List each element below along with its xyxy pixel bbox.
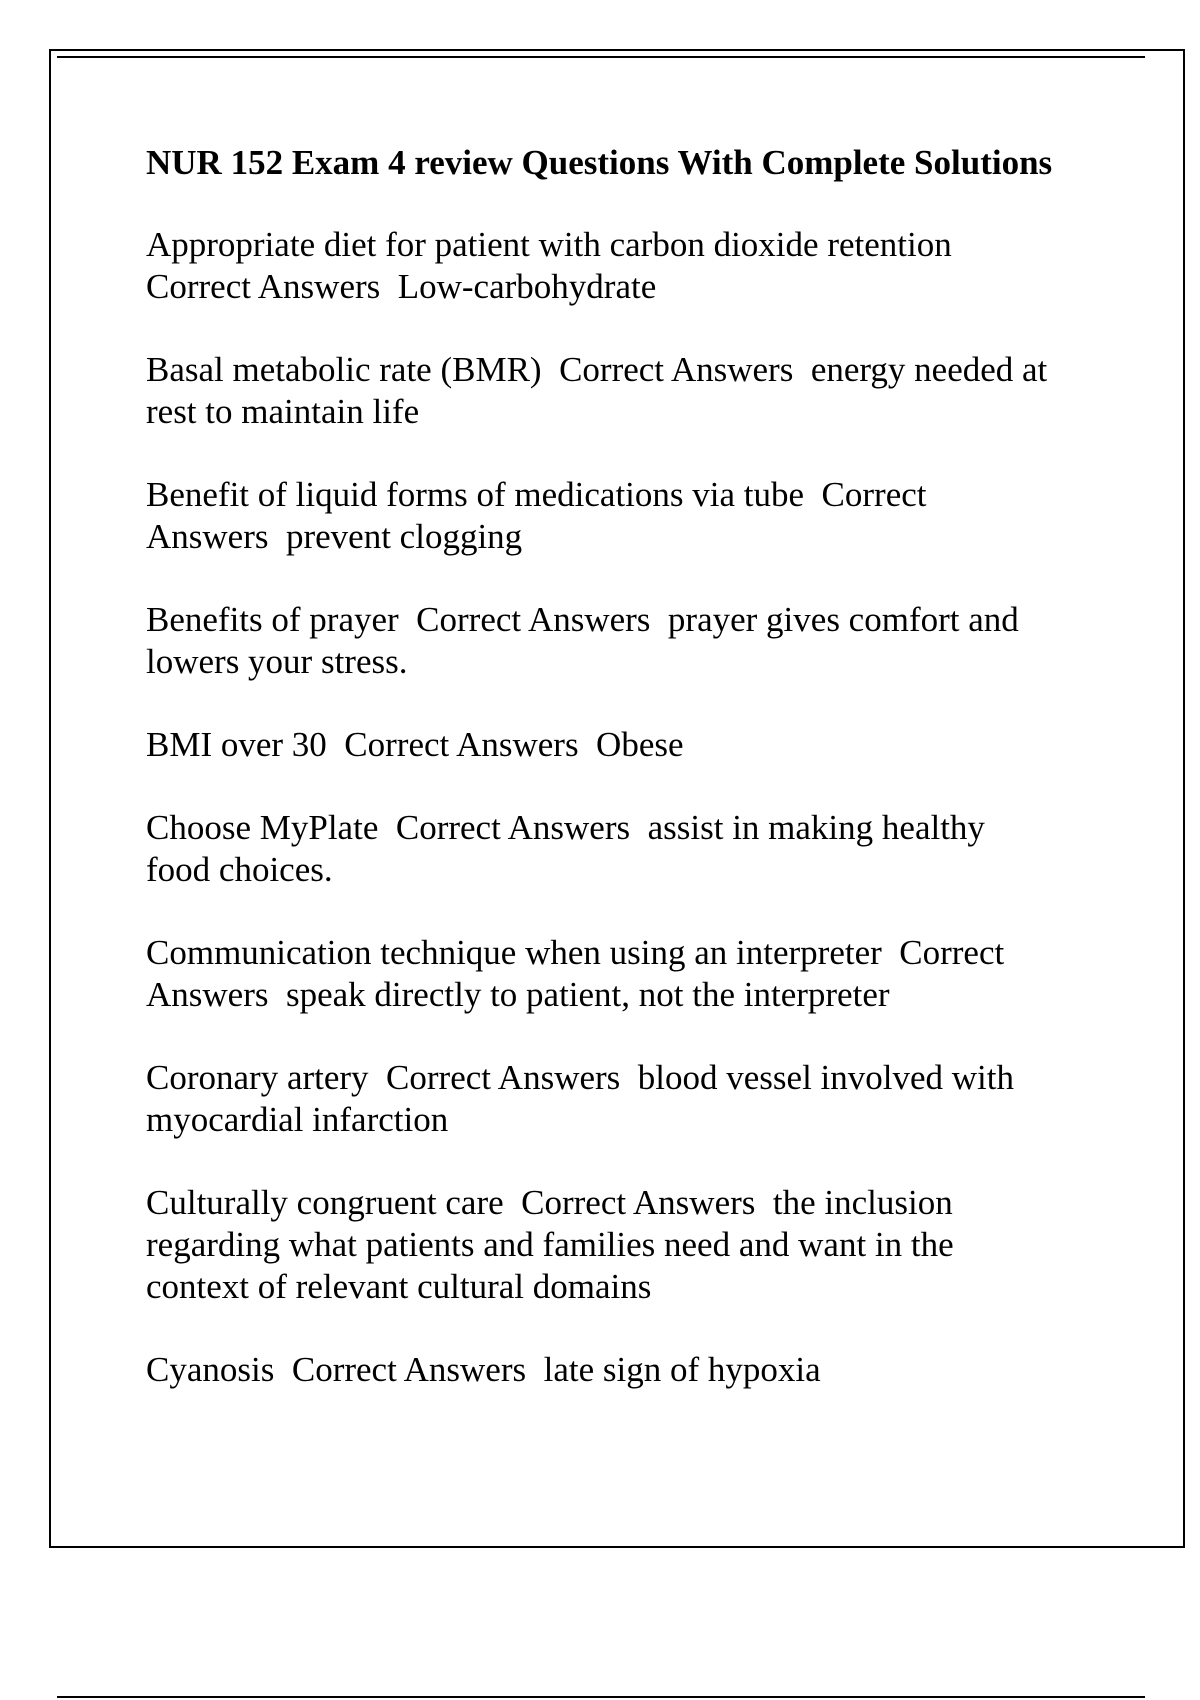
entry-line: context of relevant cultural domains — [146, 1267, 652, 1306]
qa-entry — [146, 1349, 1096, 1391]
qa-entry — [146, 349, 1096, 433]
document-body — [146, 142, 1096, 1432]
qa-entry — [146, 724, 1096, 766]
document-title: NUR 152 Exam 4 review Questions With Complete Solutions — [146, 143, 1053, 182]
entry-line: Correct Answers Low-carbohydrate — [146, 267, 657, 306]
entry-line: Answers prevent clogging — [146, 517, 523, 556]
entry-line: Appropriate diet for patient with carbon dioxide retention — [146, 225, 952, 264]
entry-line: Culturally congruent care Correct Answers the inclusion — [146, 1183, 953, 1222]
entry-line: lowers your stress. — [146, 642, 408, 681]
qa-entry — [146, 474, 1096, 558]
entry-line: regarding what patients and families need and want in the — [146, 1225, 954, 1264]
entry-line: Cyanosis Correct Answers late sign of hypoxia — [146, 1350, 821, 1389]
qa-entry — [146, 932, 1096, 1016]
qa-entry — [146, 1182, 1096, 1308]
entry-line: Answers speak directly to patient, not the interpreter — [146, 975, 890, 1014]
entry-line: Basal metabolic rate (BMR) Correct Answers energy needed at — [146, 350, 1048, 389]
entry-line: Coronary artery Correct Answers blood vessel involved with — [146, 1058, 1015, 1097]
entry-line: rest to maintain life — [146, 392, 420, 431]
entry-line: food choices. — [146, 850, 333, 889]
qa-entry — [146, 224, 1096, 308]
qa-entry — [146, 807, 1096, 891]
entry-line: Benefit of liquid forms of medications via tube Correct — [146, 475, 927, 514]
bottom-rule — [57, 1696, 1145, 1698]
entry-line: Communication technique when using an interpreter Correct — [146, 933, 1005, 972]
entry-line: Choose MyPlate Correct Answers assist in making healthy — [146, 808, 985, 847]
qa-entry — [146, 599, 1096, 683]
entry-line: BMI over 30 Correct Answers Obese — [146, 725, 684, 764]
entry-line: myocardial infarction — [146, 1100, 449, 1139]
qa-entry — [146, 1057, 1096, 1141]
top-rule — [57, 56, 1145, 58]
entry-line: Benefits of prayer Correct Answers prayer gives comfort and — [146, 600, 1019, 639]
